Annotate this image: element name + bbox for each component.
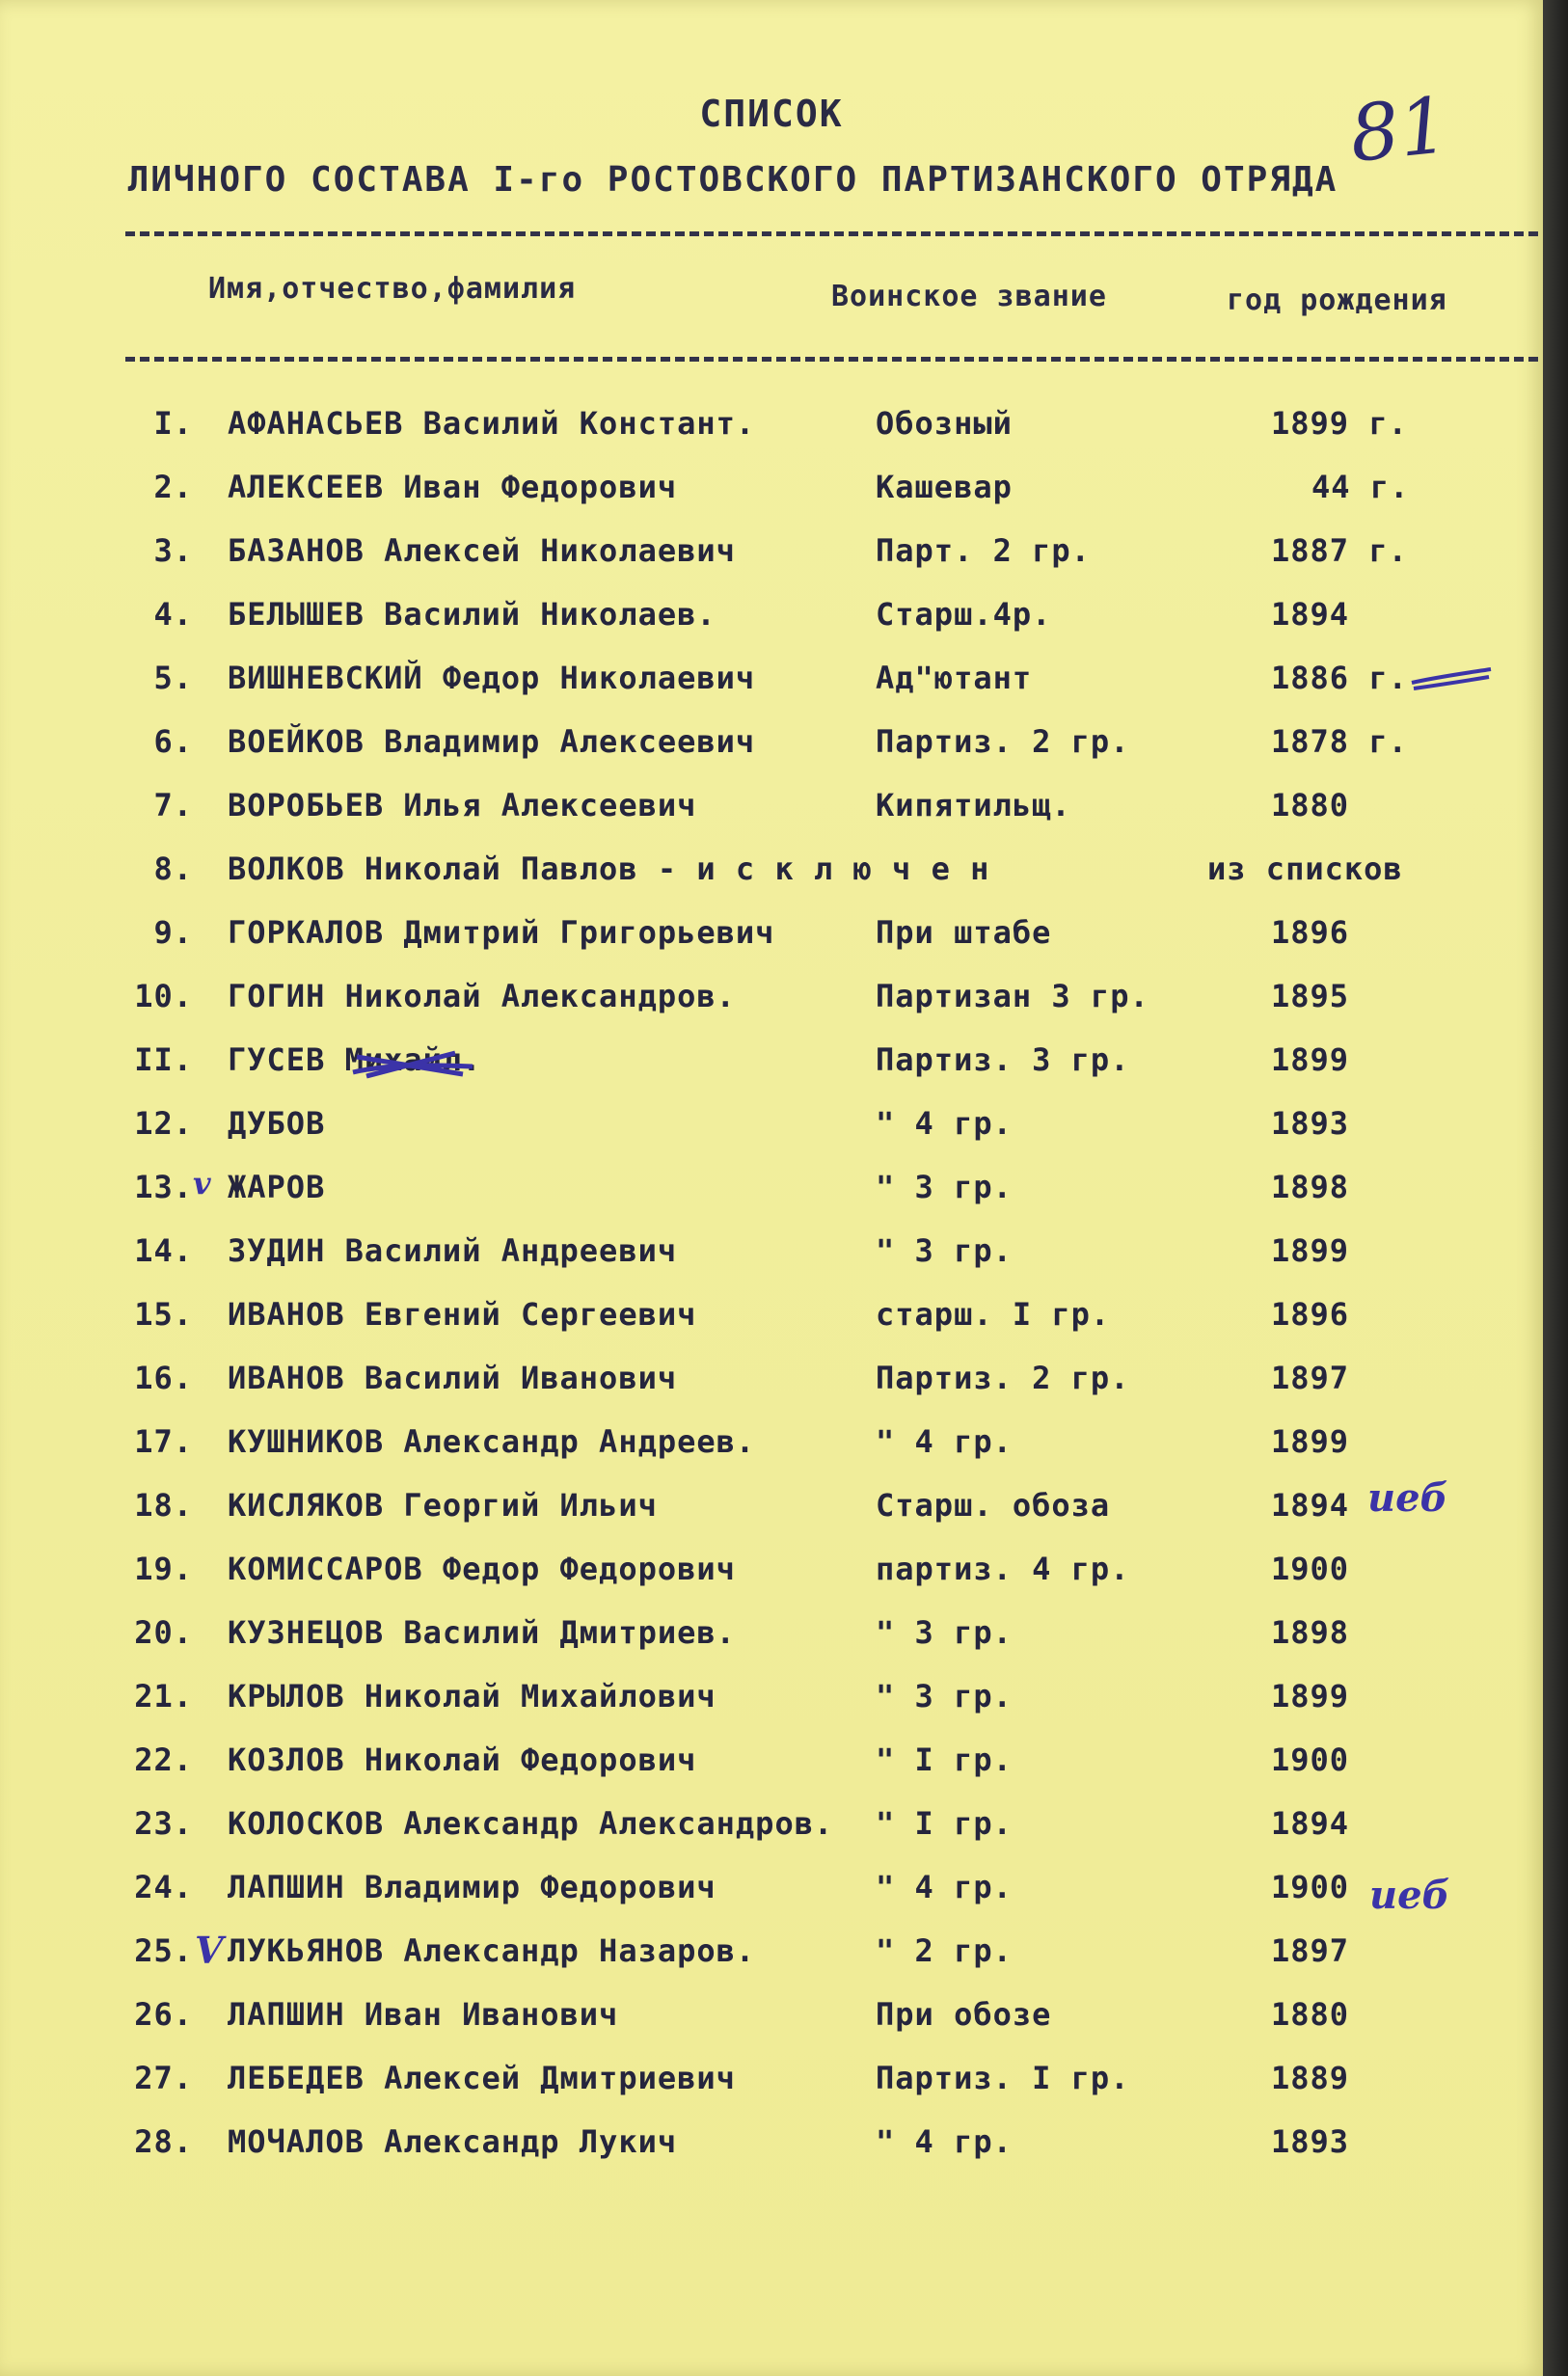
row-number: 21. [134, 1678, 193, 1714]
row-name: КИСЛЯКОВ Георгий Ильич [228, 1487, 658, 1524]
row-name: КОЛОСКОВ Александр Александров. [228, 1805, 834, 1842]
row-name: БАЗАНОВ Алексей Николаевич [228, 532, 736, 569]
row-name: ВОЛКОВ Николай Павлов - и с к л ю ч е н [228, 850, 990, 887]
row-name: ВОРОБЬЕВ Илья Алексеевич [228, 787, 697, 824]
row-year: 1899 [1271, 1041, 1350, 1078]
row-year: 1896 [1271, 914, 1350, 951]
row-rank: Партиз. 2 гр. [876, 1360, 1130, 1396]
row-number: 22. [134, 1742, 193, 1778]
table-row [0, 914, 1543, 972]
row-year: 1900 [1271, 1742, 1350, 1778]
row11-strikeout [347, 1047, 482, 1086]
row-number: 5. [153, 660, 193, 696]
row-rank: Парт. 2 гр. [876, 532, 1091, 569]
row-year: 1894 [1271, 1805, 1350, 1842]
table-row [0, 787, 1543, 845]
page-number: 81 [1345, 79, 1453, 180]
table-row [0, 1105, 1543, 1163]
row24-annotation: иеб [1369, 1873, 1450, 1918]
table-row [0, 1041, 1543, 1099]
row-name: БЕЛЫШЕВ Василий Николаев. [228, 596, 716, 633]
row-name: ВИШНЕВСКИЙ Федор Николаевич [228, 660, 756, 696]
row-number: 23. [134, 1805, 193, 1842]
row-year: 1894 [1271, 596, 1350, 633]
table-row [0, 1169, 1543, 1227]
row-rank: " 4 гр. [876, 2123, 1013, 2160]
row-number: II. [134, 1041, 193, 1078]
row-name: ИВАНОВ Василий Иванович [228, 1360, 678, 1396]
table-row [0, 1551, 1543, 1608]
table-row [0, 1742, 1543, 1799]
row-name: КУЗНЕЦОВ Василий Дмитриев. [228, 1614, 736, 1651]
table-row [0, 978, 1543, 1036]
row-rank: старш. I гр. [876, 1296, 1111, 1333]
table-row [0, 850, 1543, 908]
row-rank: Старш. обоза [876, 1487, 1111, 1524]
header-name: Имя,отчество,фамилия [208, 272, 577, 306]
table-row [0, 1869, 1543, 1927]
table-row [0, 1232, 1543, 1290]
divider-top [125, 231, 1553, 236]
row-year: 1898 [1271, 1169, 1350, 1205]
row-rank: " 3 гр. [876, 1614, 1013, 1651]
row-rank: Партиз. I гр. [876, 2060, 1130, 2096]
row-number: 14. [134, 1232, 193, 1269]
row-name: АФАНАСЬЕВ Василий Констант. [228, 405, 756, 442]
row-name: ГОГИН Николай Александров. [228, 978, 736, 1014]
row-rank: " 3 гр. [876, 1678, 1013, 1714]
row-rank: Партизан 3 гр. [876, 978, 1149, 1014]
document-subtitle: ЛИЧНОГО СОСТАВА I-го РОСТОВСКОГО ПАРТИЗАНСКОГО ОТРЯДА [127, 160, 1338, 200]
divider-header [125, 357, 1553, 362]
row-year: 1898 [1271, 1614, 1350, 1651]
row-number: 28. [134, 2123, 193, 2160]
row-year: 1900 [1271, 1551, 1350, 1587]
row-rank: " I гр. [876, 1805, 1013, 1842]
row-number: 17. [134, 1423, 193, 1460]
row-rank: " I гр. [876, 1742, 1013, 1778]
row-name: МОЧАЛОВ Александр Лукич [228, 2123, 678, 2160]
row-number: 13. [134, 1169, 193, 1205]
row-number: 18. [134, 1487, 193, 1524]
row-rank: При обозе [876, 1996, 1052, 2033]
row25-check: V [195, 1929, 224, 1972]
row-number: 12. [134, 1105, 193, 1142]
document-title: СПИСОК [699, 93, 844, 135]
header-year: год рождения [1227, 284, 1447, 317]
row-number: 7. [153, 787, 193, 824]
row-rank: " 4 гр. [876, 1423, 1013, 1460]
row-year: 1886 г. [1271, 660, 1408, 696]
row-name: ЖАРОВ [228, 1169, 326, 1205]
row-number: I. [153, 405, 193, 442]
row-number: 4. [153, 596, 193, 633]
row-rank: Кипятильщ. [876, 787, 1071, 824]
row-name: ИВАНОВ Евгений Сергеевич [228, 1296, 697, 1333]
row-number: 20. [134, 1614, 193, 1651]
row-rank: Старш.4р. [876, 596, 1052, 633]
row-rank: Партиз. 3 гр. [876, 1041, 1130, 1078]
table-row [0, 1296, 1543, 1354]
row-name: ЛЕБЕДЕВ Алексей Дмитриевич [228, 2060, 736, 2096]
row-rank: Обозный [876, 405, 1013, 442]
row-number: 15. [134, 1296, 193, 1333]
row13-check: v [193, 1165, 211, 1202]
row-year: 1897 [1271, 1360, 1350, 1396]
row-name: ЛАПШИН Владимир Федорович [228, 1869, 716, 1905]
row-name: ЛАПШИН Иван Иванович [228, 1996, 619, 2033]
table-row [0, 1678, 1543, 1736]
row-year: 1899 [1271, 1423, 1350, 1460]
row-year: 1896 [1271, 1296, 1350, 1333]
row-rank: " 2 гр. [876, 1932, 1013, 1969]
row-year: 1899 [1271, 1232, 1350, 1269]
table-row [0, 405, 1543, 463]
row-rank: Партиз. 2 гр. [876, 723, 1130, 760]
row-rank: " 4 гр. [876, 1869, 1013, 1905]
table-row [0, 1932, 1543, 1990]
row5-strike-mark [1408, 663, 1495, 692]
row-number: 25. [134, 1932, 193, 1969]
row-year: из списков [1207, 850, 1403, 887]
row-number: 2. [153, 469, 193, 505]
row-name: АЛЕКСЕЕВ Иван Федорович [228, 469, 678, 505]
scan-edge [1543, 0, 1568, 2376]
row-year: 1899 [1271, 1678, 1350, 1714]
table-row [0, 532, 1543, 590]
row-year: 1889 [1271, 2060, 1350, 2096]
row-rank: партиз. 4 гр. [876, 1551, 1130, 1587]
header-rank: Воинское звание [831, 280, 1107, 313]
table-row [0, 1614, 1543, 1672]
row18-annotation: иеб [1367, 1475, 1448, 1521]
table-row [0, 660, 1543, 717]
row-name: ГУСЕВ Михайл. [228, 1041, 482, 1078]
row-rank: Кашевар [876, 469, 1013, 505]
row-year: 1887 г. [1271, 532, 1408, 569]
table-row [0, 2123, 1543, 2181]
row-number: 19. [134, 1551, 193, 1587]
row-year: 1880 [1271, 1996, 1350, 2033]
row-name: КРЫЛОВ Николай Михайлович [228, 1678, 716, 1714]
row-year: 1899 г. [1271, 405, 1408, 442]
row-name: ДУБОВ [228, 1105, 326, 1142]
row-name: ВОЕЙКОВ Владимир Алексеевич [228, 723, 756, 760]
row-rank: " 4 гр. [876, 1105, 1013, 1142]
row-year: 1880 [1271, 787, 1350, 824]
row-number: 6. [153, 723, 193, 760]
row-number: 3. [153, 532, 193, 569]
row-year: 1895 [1271, 978, 1350, 1014]
table-row [0, 1487, 1543, 1545]
table-row [0, 723, 1543, 781]
row-name: КОЗЛОВ Николай Федорович [228, 1742, 697, 1778]
table-row [0, 1423, 1543, 1481]
row-rank: " 3 гр. [876, 1232, 1013, 1269]
table-row [0, 469, 1543, 526]
row-rank: При штабе [876, 914, 1052, 951]
table-row [0, 1360, 1543, 1418]
table-row [0, 1805, 1543, 1863]
row-number: 16. [134, 1360, 193, 1396]
row-year: 1878 г. [1271, 723, 1408, 760]
row-year: 1893 [1271, 2123, 1350, 2160]
table-row [0, 596, 1543, 654]
row-year: 1894 [1271, 1487, 1350, 1524]
row-year: 44 г. [1311, 469, 1410, 505]
row-rank: " 3 гр. [876, 1169, 1013, 1205]
table-row [0, 2060, 1543, 2118]
row-number: 27. [134, 2060, 193, 2096]
row-number: 8. [153, 850, 193, 887]
row-number: 10. [134, 978, 193, 1014]
row-name: КУШНИКОВ Александр Андреев. [228, 1423, 756, 1460]
row-name: ЛУКЬЯНОВ Александр Назаров. [228, 1932, 756, 1969]
row-year: 1893 [1271, 1105, 1350, 1142]
row-number: 9. [153, 914, 193, 951]
row-rank: Ад"ютант [876, 660, 1033, 696]
row-number: 24. [134, 1869, 193, 1905]
row-name: ЗУДИН Василий Андреевич [228, 1232, 678, 1269]
row-name: КОМИССАРОВ Федор Федорович [228, 1551, 736, 1587]
row-number: 26. [134, 1996, 193, 2033]
row-name: ГОРКАЛОВ Дмитрий Григорьевич [228, 914, 775, 951]
table-row [0, 1996, 1543, 2054]
row-year: 1900 [1271, 1869, 1350, 1905]
row-year: 1897 [1271, 1932, 1350, 1969]
